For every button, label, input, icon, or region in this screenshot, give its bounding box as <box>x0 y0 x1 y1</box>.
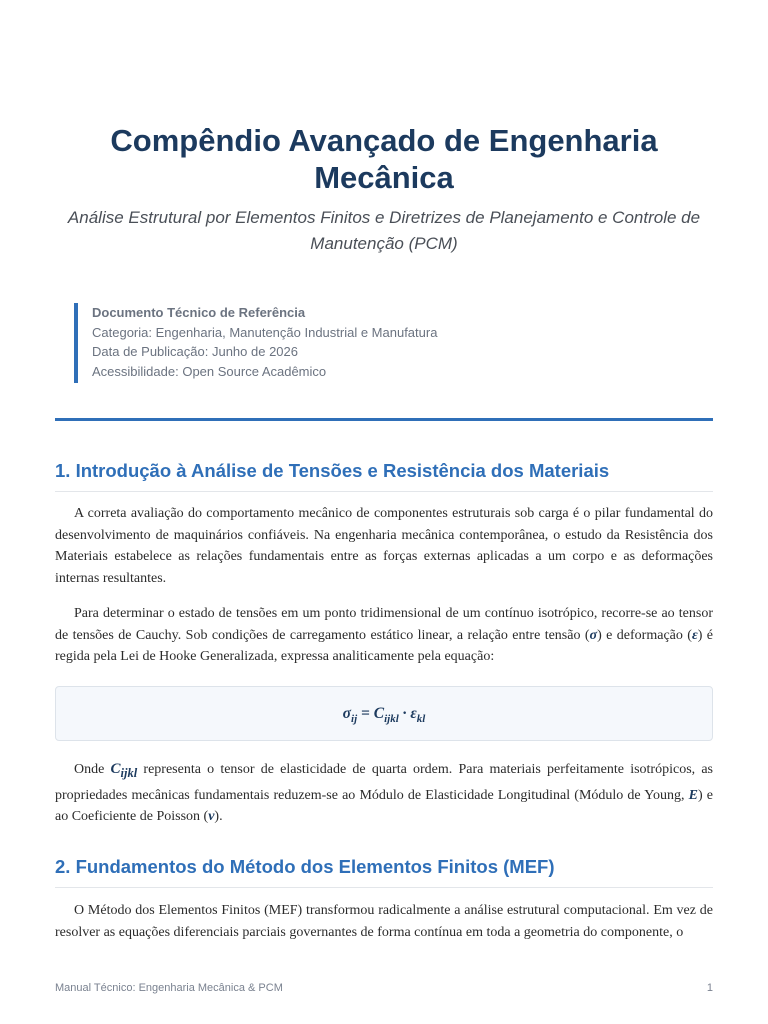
section-1-paragraph-3: Onde $C_{ijkl}$ representa o tensor de elasticidade de quarta ordem. Para materiais perfeitamente isotrópicos, as propriedades mecânicas fundamentais reduzem-se ao Módulo de Elasticidade Longitudinal (Módulo de Young, E) e ao Coeficiente de Poisson (ν). <box>55 761 713 825</box>
meta-published: Data de Publicação: Junho de 2026 <box>92 344 298 360</box>
young-modulus-symbol: E <box>688 787 698 803</box>
section-1-heading: 1. Introdução à Análise de Tensões e Resistência dos Materiais <box>55 459 713 492</box>
section-2-paragraph-1: O Método dos Elementos Finitos (MEF) transformou radicalmente a análise estrutural computacional. Em vez de resolver as equações diferenciais parciais governantes de forma contínua em toda a geometria do componente, o <box>55 903 713 940</box>
page-footer <box>55 982 713 998</box>
sigma-symbol: σ <box>589 627 598 643</box>
meta-category: Categoria: Engenharia, Manutenção Industrial e Manufatura <box>92 324 438 340</box>
hooke-equation: $\sigma_{ij} = C_{ijkl} \cdot \varepsilon_{kl}$ <box>55 686 713 741</box>
document-title: Compêndio Avançado de Engenharia Mecânica <box>110 123 658 195</box>
elasticity-tensor-symbol: $C_{ijkl}$ <box>110 761 138 780</box>
header-divider <box>55 418 713 421</box>
section-1-paragraph-2: Para determinar o estado de tensões em um ponto tridimensional de um contínuo isotrópico, recorre-se ao tensor de tensões de Cauchy. Sob condições de carregamento estático linear, a relação entre tensão (σ) e deformação (ε) é regida pela Lei de Hooke Generalizada, expressa analiticamente pela equação: <box>55 606 713 665</box>
meta-access: Acessibilidade: Open Source Acadêmico <box>92 363 327 379</box>
section-2-heading: 2. Fundamentos do Método dos Elementos Finitos (MEF) <box>55 855 713 888</box>
poisson-symbol: ν <box>208 809 215 825</box>
meta-heading: Documento Técnico de Referência <box>92 305 306 320</box>
document-subtitle: Análise Estrutural por Elementos Finitos e Diretrizes de Planejamento e Controle de Manutenção (PCM) <box>67 208 701 253</box>
page-number: 1 <box>706 982 713 994</box>
document-meta-block <box>74 303 437 383</box>
footer-title: Manual Técnico: Engenharia Mecânica & PCM <box>55 982 283 994</box>
epsilon-symbol: ε <box>691 627 698 643</box>
section-1-paragraph-1: A correta avaliação do comportamento mecânico de componentes estruturais sob carga é o pilar fundamental do desenvolvimento de maquinários confiáveis. Na engenharia mecânica contemporânea, o estudo da Resistência dos Materiais estabelece as relações fundamentais entre as forças externas aplicadas a um corpo e as deformações internas resultantes. <box>55 506 713 586</box>
